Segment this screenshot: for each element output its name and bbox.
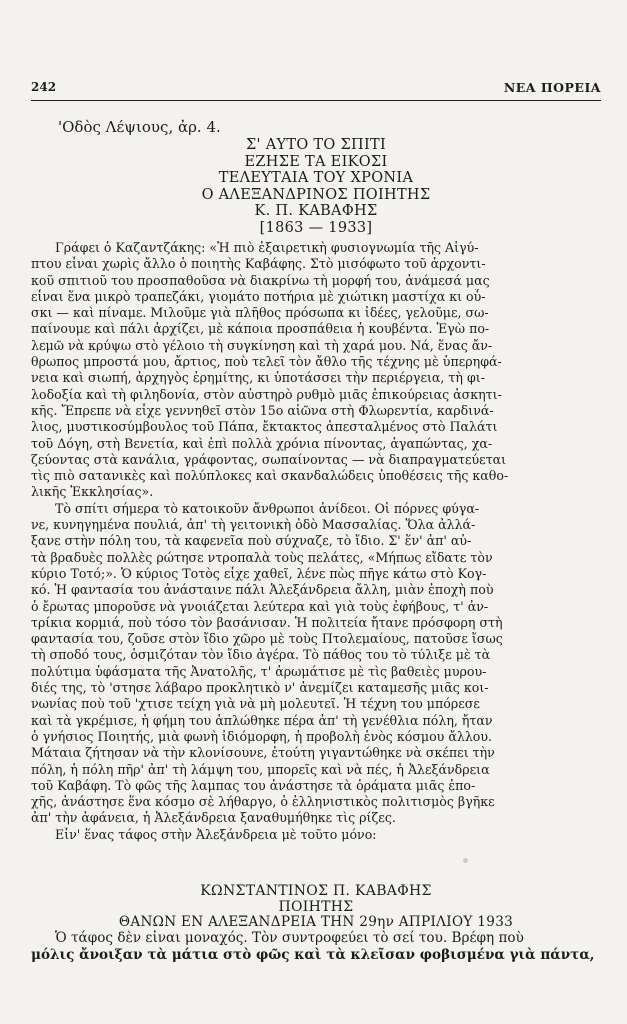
- paragraph-line: Γράφει ὁ Καζαντζάκης: «Ἡ πιὸ ἐξαιρετικὴ φυσιογνωμία τῆς Αἰγύ-: [55, 240, 479, 255]
- paragraph-line: λικῆς Ἐκκλησίας».: [31, 484, 154, 500]
- paragraph-line: λιος, μυστικοσύμβουλος τοῦ Πάπα, ἔκτακτος ἀπεσταλμένος στὸ Παλάτι: [31, 419, 498, 435]
- title-line: Ο ΑΛΕΞΑΝΔΡΙΝΟΣ ΠΟΙΗΤΗΣ: [201, 186, 431, 203]
- paragraph-line: Μάταια ζήτησαν νὰ τὴν κλονίσουνε, ἐτούτη γιγαντώθηκε νὰ σκέπει τὴν: [31, 745, 495, 761]
- plaque-title: [31, 137, 601, 236]
- paragraph-line: Τὸ σπίτι σήμερα τὸ κατοικοῦν ἄνθρωποι ἀνίδεοι. Οἱ πόρνες φύγα-: [55, 500, 480, 516]
- paragraph-line: κοῦ σπιτιοῦ του προσπαθοῦσα νὰ διακρίνω τὴ μορφή του, ἀνάμεσά μας: [31, 272, 490, 288]
- paragraph-line: νε, κυνηγημένα πουλιά, ἀπ' τὴ γειτονικὴ ὁδὸ Μασσαλίας. Ὅλα ἀλλά-: [31, 517, 476, 533]
- title-line: [1863 — 1933]: [259, 219, 373, 236]
- paragraph-line: τοῦ Δόγη, στὴ Βενετία, καὶ ἐπὶ πολλὰ χρόνια πίνοντας, ἀγαπώντας, χα-: [31, 435, 493, 451]
- paragraph-line: Εἶν' ἕνας τάφος στὴν Ἀλεξάνδρεια μὲ τοῦτο μόνο:: [55, 826, 377, 842]
- paragraph-line: τὰ βραδυὲς πολλὲς ρώτησε ντροπαλὰ τοὺς πελάτες, «Μήπως εἴδατε τὸν: [31, 549, 493, 565]
- paragraph-line: τὶς πιὸ σατανικὲς καὶ πολύπλοκες καὶ σκανδαλώδεις ὑποθέσεις τῆς καθο-: [31, 468, 509, 484]
- paragraph-line: ζεύοντας στὰ κανάλια, γράφοντας, σωπαίνοντας — νὰ διαπραγματεύεται: [31, 451, 507, 467]
- paragraph-line: διές της, τὸ 'στησε λάβαρο προκλητικὸ ν' ἀνεμίζει καταμεσῆς μιᾶς κοι-: [31, 680, 489, 696]
- inscription-line: ΠΟΙΗΤΗΣ: [278, 898, 354, 915]
- running-header: [31, 80, 601, 101]
- paragraph-line: φαντασία του, ζοῦσε στὸν ἴδιο χῶρο μὲ τοὺς Πτολεμαίους, πατοῦσε ἴσως: [31, 631, 503, 647]
- journal-title: ΝΕΑ ΠΟΡΕΙΑ: [503, 80, 601, 95]
- ink-speck: [463, 858, 468, 863]
- paragraph-line: τὴ σποδό τους, ὁσμιζόταν τὸν ἴδιο ἀγέρα. Τὸ πάθος του τὸ τύλιξε μὲ τὰ: [31, 647, 491, 663]
- paragraph-line: Ὁ τάφος δὲν εἶναι μοναχός. Τὸν συντροφεύει τὸ σεί του. Βρέφη ποὺ: [55, 930, 524, 946]
- paragraph-line: ὁ γνήσιος Ποιητής, μιὰ φωνὴ ἰδιόμορφη, ἡ προβολὴ ἑνὸς κόσμου ἄλλου.: [31, 728, 493, 744]
- page-number: 242: [31, 80, 57, 94]
- paragraph-line: εἶναι ἕνα μικρὸ τραπεζάκι, γιομάτο ποτήρια μὲ χιώτικη μαστίχα κι οὖ-: [31, 288, 486, 304]
- title-line: Κ. Π. ΚΑΒΑΦΗΣ: [254, 203, 378, 219]
- paragraph-line: κύριο Τοτό;». Ὁ κύριος Τοτὸς εἶχε χαθεῖ, λένε πὼς πῆγε κάτω στὸ Κογ-: [31, 565, 487, 581]
- paragraph-line: λεμῶ νὰ κρύψω στὸ γέλοιο τὴ συγκίνηση καὶ τὴ χαρά μου. Νά, ἕνας ἄν-: [31, 337, 493, 353]
- paragraph-line: τρίκια κορμιά, ποὺ τόσο τὸν βασάνισαν. Ἡ πολιτεία ἤτανε πρόσφορη στὴ: [31, 614, 503, 630]
- paragraph-line: νωνίας ποὺ τοῦ 'χτισε τείχη γιὰ νὰ μὴ μολευτεῖ. Ἡ τέχνη του μπόρεσε: [31, 696, 480, 712]
- paragraph-line: κῆς. Ἔπρεπε νὰ εἶχε γεννηθεῖ στὸν 15ο αἰῶνα στὴ Φλωρεντία, καρδινά-: [31, 402, 494, 418]
- inscription-line: ΘΑΝΩΝ ΕΝ ΑΛΕΞΑΝΔΡΕΙΑ ΤΗΝ 29ην ΑΠΡΙΛΙΟΥ 1933: [118, 914, 514, 930]
- paragraph-line: μόλις ἄνοιξαν τὰ μάτια στὸ φῶς καὶ τὰ κλεῖσαν φοβισμένα γιὰ πάντα,: [31, 947, 595, 963]
- article-body: [31, 240, 601, 843]
- paragraph-line: λοδοξία καὶ τὴ φιληδονία, στὸν αὐστηρὸ ρυθμὸ μιᾶς ἐπικούρειας ἀσκητι-: [31, 386, 502, 402]
- paragraph-line: πτου εἶναι χωρὶς ἄλλο ὁ ποιητὴς Καβάφης. Στὸ μισόφωτο τοῦ ἀρχοντι-: [31, 256, 486, 272]
- paragraph-line: σκι — καὶ πίναμε. Μιλοῦμε γιὰ πλῆθος πρόσωπα κι ἰδέες, γελοῦμε, σω-: [31, 305, 489, 321]
- paragraph-line: τοῦ Καβάφη. Τὸ φῶς τῆς λαμπας του ἀνάστησε τὰ ὁράματα μιᾶς ἐπο-: [31, 777, 476, 793]
- paragraph-line: παίνουμε καὶ πάλι ἀρχίζει, μὲ κάποια προσπάθεια ἡ κουβέντα. Ἐγὼ πο-: [31, 321, 490, 337]
- paragraph-line: θρωπος μπροστά μου, ἄρτιος, ποὺ τελεῖ τὸν ἄθλο τῆς τέχνης μὲ ὑπερηφά-: [31, 354, 502, 370]
- paragraph-line: νεια καὶ σιωπή, ἀρχηγὸς ἐρημίτης, κι ὑποτάσσει τὴν περιέργεια, τὴ φι-: [31, 370, 485, 386]
- tomb-inscription: [31, 884, 601, 931]
- paragraph-line: ὁ ἔρωτας μποροῦσε νὰ γνοιάζεται λεύτερα καὶ γιὰ τοὺς ἐφήβους, τ' ἀν-: [31, 598, 489, 614]
- inscription-line: ΚΩΝΣΤΑΝΤΙΝΟΣ Π. ΚΑΒΑΦΗΣ: [200, 883, 432, 899]
- paragraph-line: πόλη, ἡ πόλη πῆρ' ἀπ' τὴ λάμψη του, μπορεῖς καὶ νὰ πές, ἡ Ἀλεξάνδρεια: [31, 761, 490, 777]
- title-line: Σ' ΑΥΤΟ ΤΟ ΣΠΙΤΙ: [245, 137, 387, 153]
- paragraph-line: κό. Ἡ φαντασία του ἀνάσταινε πάλι Ἀλεξάνδρεια ἄλλη, μιὰν ἐποχὴ ποὺ: [31, 582, 494, 598]
- paragraph-line: καὶ τὰ γκρέμισε, ἡ φήμη του ἁπλώθηκε πέρα ἀπ' τὴ γενέθλια πόλη, ἤταν: [31, 712, 493, 728]
- title-line: ΕΖΗΣΕ ΤΑ ΕΙΚΟΣΙ: [244, 153, 388, 170]
- paragraph-line: ἀπ' τὴν ἀφάνεια, ἡ Ἀλεξάνδρεια ξαναθυμήθηκε τὶς ρίζες.: [31, 810, 396, 826]
- paragraph-line: χῆς, ἀνάστησε ἕνα κόσμο σὲ λήθαργο, ὁ ἑλληνιστικὸς πολιτισμὸς βγῆκε: [31, 794, 495, 810]
- paragraph-line: πολύτιμα ὑφάσματα τῆς Ἀνατολῆς, τ' ἀρωμάτισε μὲ τὶς βαθειὲς μυρου-: [31, 663, 487, 679]
- paragraph-line: ξανε στὴν πόλη του, τὰ καφενεῖα ποὺ σύχναζε, τὸ ἴδιο. Σ' ἕν' ἀπ' αὐ-: [31, 533, 472, 549]
- closing-paragraph: [31, 930, 601, 964]
- title-line: ΤΕΛΕΥΤΑΙΑ ΤΟΥ ΧΡΟΝΙΑ: [218, 170, 414, 186]
- address-line: 'Οδὸς Λέψιους, ἀρ. 4.: [58, 118, 221, 136]
